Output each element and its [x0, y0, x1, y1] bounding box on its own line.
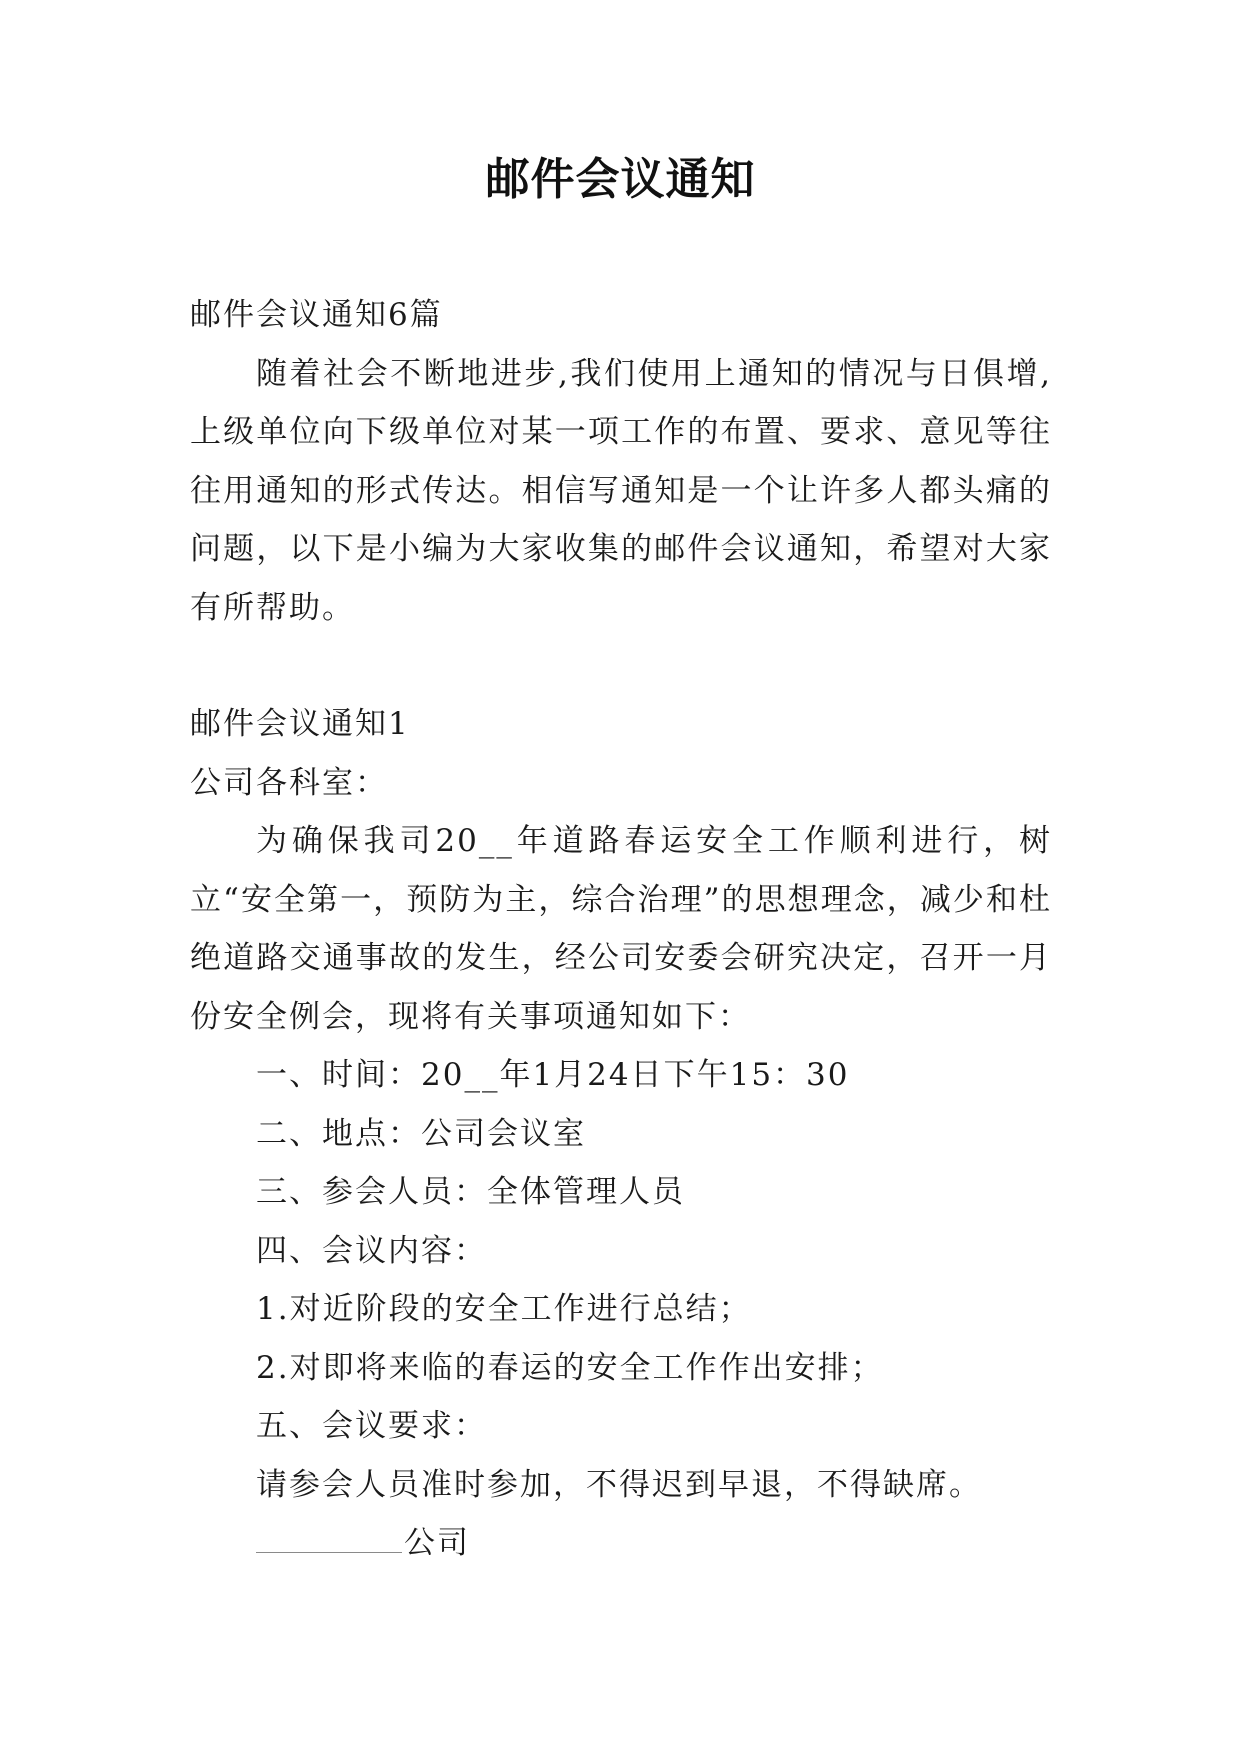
list-item-content-heading: 四、会议内容： — [256, 1232, 487, 1269]
section-heading: 邮件会议通知1 — [190, 706, 410, 742]
body-paragraph: 为确保我司20__年道路春运安全工作顺利进行，树立“安全第一，预防为主，综合治理”的思想理念，减少和杜绝道路交通事故的发生，经公司安委会研究决定，召开一月份安全例会，现将有关事项通知如下： — [190, 823, 1052, 1035]
signature-line — [190, 1514, 1052, 1573]
section-spacer — [190, 637, 1052, 695]
list-item-time: 一、时间：20__年1月24日下午15：30 — [256, 1057, 850, 1093]
document-subtitle: 邮件会议通知6篇 — [190, 297, 443, 333]
company-name-blank — [256, 1518, 402, 1553]
list-item-requirements-heading: 五、会议要求： — [256, 1408, 487, 1444]
list-item-content-1: 1.对近阶段的安全工作进行总结； — [256, 1291, 752, 1327]
list-item-attendees: 三、参会人员：全体管理人员 — [256, 1174, 685, 1210]
salutation: 公司各科室： — [190, 764, 388, 801]
list-item-location: 二、地点：公司会议室 — [256, 1115, 586, 1152]
document-title: 邮件会议通知 — [485, 154, 756, 205]
intro-paragraph: 随着社会不断地进步,我们使用上通知的情况与日俱增,上级单位向下级单位对某一项工作的布置、要求、意见等往往用通知的形式传达。相信写通知是一个让许多人都头痛的问题，以下是小编为大家收集的邮件会议通知，希望对大家有所帮助。 — [190, 355, 1052, 626]
document-body — [190, 286, 1052, 1573]
signature-suffix: 公司 — [404, 1525, 470, 1561]
list-item-requirements: 请参会人员准时参加，不得迟到早退，不得缺席。 — [256, 1466, 982, 1503]
list-item-content-2: 2.对即将来临的春运的安全工作作出安排； — [256, 1349, 884, 1386]
